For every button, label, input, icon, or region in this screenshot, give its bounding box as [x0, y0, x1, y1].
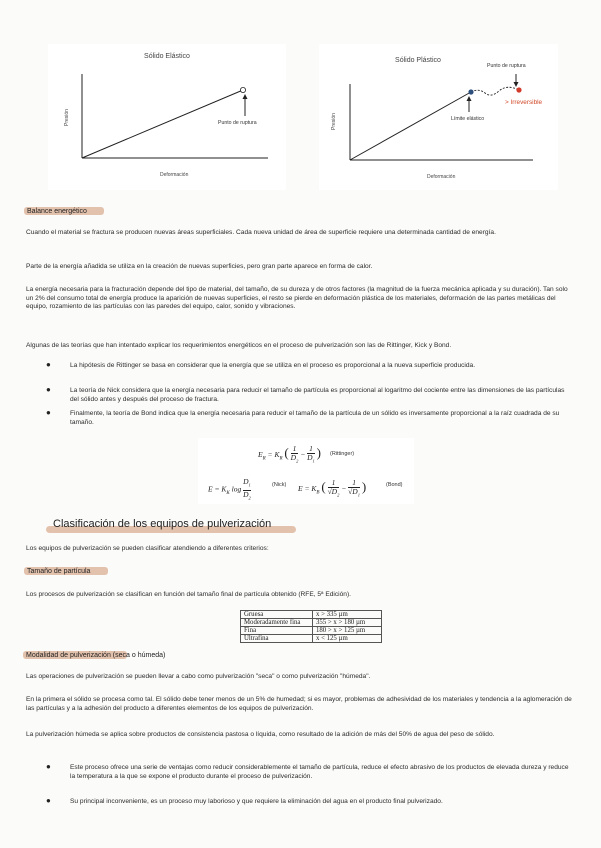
table-cell: x < 125 µm [313, 635, 382, 643]
size-paragraph: Los procesos de pulverización se clasifican en función del tamaño final de partícula obtenido (RFE, 5ª Edición). [26, 591, 351, 598]
rittinger-equation: $E_R = K_R$ ( $\frac{1}{D_2}$ − $\frac{1}{D_1}$ ) [258, 444, 322, 464]
kick-bullet: La teoría de Nick considera que la energía necesaria para reducir el tamaño de partícula es proporcional al logaritmo del cociente entre las dimensiones de las partículas del sólido antes y después del proceso de fractura. [70, 387, 565, 403]
elastic-ylabel: Presión [64, 109, 70, 126]
rittinger-bullet: La hipótesis de Rittinger se basa en considerar que la energía que se utiliza en el proceso es proporcional a la nueva superficie producida. [70, 362, 476, 369]
bullet-dot: ● [46, 385, 51, 394]
plastic-irreversible-label: > Irreversible [505, 99, 543, 106]
plastic-curve [350, 92, 471, 160]
wet-drawback-bullet: Su principal inconveniente, es un proceso muy laborioso y que requiere la eliminación del agua en el producto final pulverizado. [70, 798, 443, 805]
classification-intro: Los equipos de pulverización se pueden clasificar atendiendo a diferentes criterios: [26, 545, 269, 552]
bond-bullet: Finalmente, la teoría de Bond indica que la energía necesaria para reducir el tamaño de la partícula de un sólido es inversamente proporcional a la raíz cuadrada de su tamaño. [70, 410, 560, 426]
equations-block [198, 438, 414, 504]
elastic-rupture-label: Punto de ruptura [218, 120, 257, 126]
table-row [241, 627, 382, 635]
elastic-chart-title: Sólido Elástico [144, 53, 190, 60]
plastic-elastic-limit-point [468, 89, 473, 94]
kick-equation: $E = K_K$ log $\frac{D_1}{D_2}$ [208, 477, 251, 500]
classification-heading: Clasificación de los equipos de pulverización [53, 518, 272, 530]
bond-equation: $E = K_B$ ( $\frac{1}{√D_2}$ − $\frac{1}{√D_1}$ ) [298, 478, 367, 498]
mode-paragraph-1: Las operaciones de pulverización se pueden llevar a cabo como pulverización "seca" o como pulverización "húmeda". [26, 673, 371, 680]
plastic-chart [319, 44, 558, 190]
mode-heading-text: Modalidad de pulverización [26, 652, 111, 659]
bullet-dot: ● [46, 762, 51, 771]
mode-heading [26, 651, 165, 660]
elastic-rupture-point [240, 87, 245, 92]
wet-advantages-bullet: Este proceso ofrece una serie de ventajas como reducir considerablemente el tamaño de partícula, reduce el efecto abrasivo de los productos de elevada dureza y reduce la temperatura a la que se expone el producto durante el proceso de pulverización. [70, 764, 569, 780]
balance-paragraph-1: Cuando el material se fractura se producen nuevas áreas superficiales. Cada nueva unidad de área de superficie requiere una determinada cantidad de energía. [26, 229, 496, 236]
mode-heading-suffix: (seca o húmeda) [112, 652, 166, 659]
bullet-dot: ● [46, 796, 51, 805]
table-cell: Ultrafina [241, 635, 313, 643]
table-row [241, 611, 382, 619]
plastic-curve-dashed [471, 87, 519, 95]
plastic-xlabel: Deformación [427, 174, 456, 180]
table-cell: 180 > x > 125 µm [313, 627, 382, 635]
table-cell: x > 335 µm [313, 611, 382, 619]
plastic-rupture-label: Punto de ruptura [487, 63, 526, 69]
bullet-dot: ● [46, 408, 51, 417]
plastic-elastic-limit-label: Límite elástico [451, 116, 485, 122]
balance-heading: Balance energético [27, 208, 87, 215]
table-cell: Gruesa [241, 611, 313, 619]
kick-label: (Nick) [272, 482, 287, 488]
table-cell: Fina [241, 627, 313, 635]
bond-label: (Bond) [386, 482, 403, 488]
elastic-xlabel: Deformación [160, 172, 189, 178]
mode-paragraph-2: En la primera el sólido se procesa como tal. El sólido debe tener menos de un 5% de humedad; si es mayor, problemas de adhesividad de los materiales y tendencia a la aglomeración de las partículas y a la adhesión del producto a diferentes elementos de los equipos de pulverización. [26, 696, 572, 712]
plastic-rupture-point [516, 87, 521, 92]
balance-paragraph-3: La energía necesaria para la fracturación depende del tipo de material, del tamaño, de su dureza y de otros factores (la magnitud de la fuerza mecánica aplicada y su duración). Tan solo un 2% del consumo total de energía produce la aparición de nuevas superficies, el resto se pierde en deformación plástica de los materiales, deformación de las partes metálicas del equipo, rozamiento de las partículas con las paredes del equipo, calor, sonido y vibraciones. [26, 286, 568, 311]
table-row [241, 619, 382, 627]
balance-paragraph-2: Parte de la energía añadida se utiliza en la creación de nuevas superficies, pero gran parte aparece en forma de calor. [26, 263, 373, 270]
rittinger-label: (Rittinger) [330, 451, 355, 457]
mode-paragraph-3: La pulverización húmeda se aplica sobre productos de consistencia pastosa o líquida, como resultado de la adición de más del 50% de agua del peso de sólido. [26, 731, 495, 738]
table-cell: 355 > x > 180 µm [313, 619, 382, 627]
table-cell: Moderadamente fina [241, 619, 313, 627]
table-row [241, 635, 382, 643]
plastic-chart-title: Sólido Plástico [395, 57, 441, 64]
granulometry-table [240, 610, 382, 643]
size-heading: Tamaño de partícula [27, 568, 91, 575]
plastic-ylabel: Presión [331, 113, 337, 130]
elastic-chart-plot [48, 44, 286, 190]
balance-paragraph-4: Algunas de las teorías que han intentado explicar los requerimientos energéticos en el proceso de pulverización son las de Rittinger, Kick y Bond. [26, 342, 452, 349]
elastic-chart [48, 44, 286, 190]
bullet-dot: ● [46, 360, 51, 369]
